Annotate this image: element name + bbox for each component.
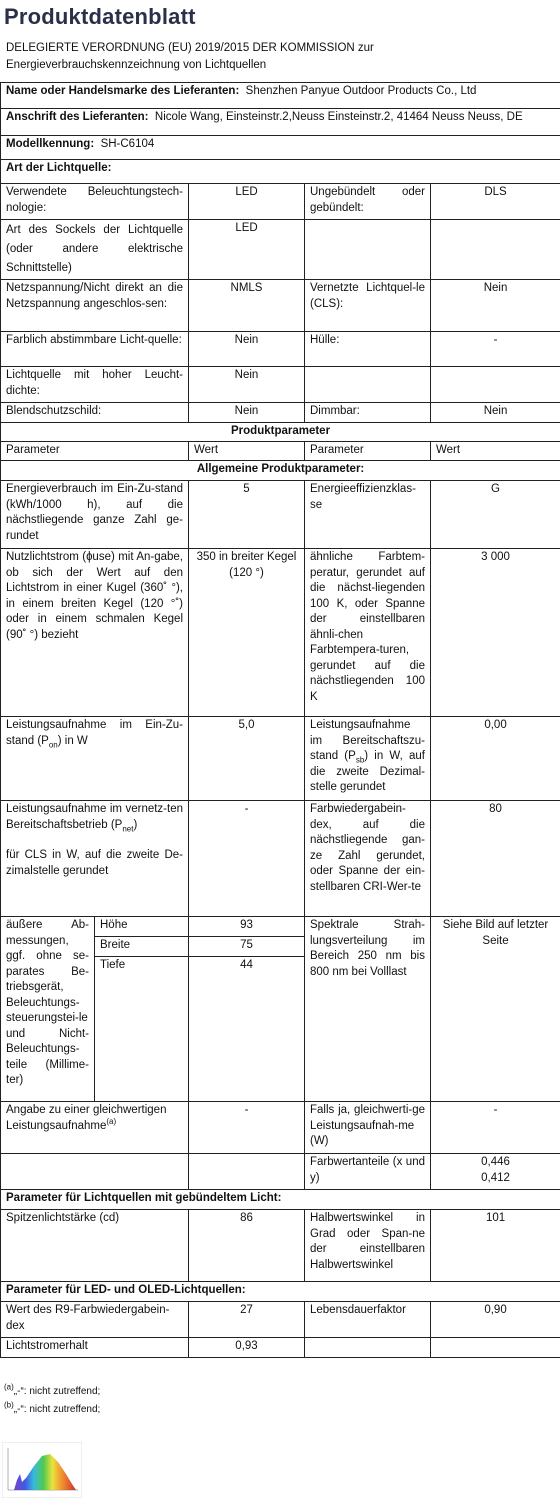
networked-standby-label: Leistungsaufnahme im vernetz-ten Bereitschaftsbetrieb $(P_{net})$ für CLS in W, auf die zweite De-zimalstelle gerundet xyxy=(1,801,189,917)
directional-label: Ungebündelt oder gebündelt: xyxy=(305,184,431,220)
chromaticity-value: 0,446 0,412 xyxy=(431,1154,560,1190)
lumen-maintenance-label: Lichtstromerhalt xyxy=(1,1338,189,1358)
footnote-b: $^{(b)}$„-“: nicht zutreffend; xyxy=(4,1400,101,1415)
directional-params-header: Parameter für Lichtquellen mit gebündeltem Licht: xyxy=(1,1190,560,1210)
antiglare-label: Blendschutzschild: xyxy=(1,403,189,423)
networked-standby-value: - xyxy=(189,801,305,917)
socket-label: Art des Sockels der Lichtquelle (oder andere elektrische Schnittstelle) xyxy=(1,220,189,280)
model-row: Modellkennung: SH-C6104 xyxy=(1,136,560,160)
dimmable-label: Dimmbar: xyxy=(305,403,431,423)
socket-value: LED xyxy=(189,220,305,280)
led-params-header: Parameter für LED- und OLED-Lichtquellen: xyxy=(1,1282,560,1302)
lightsource-type-header: Art der Lichtquelle: xyxy=(1,160,560,184)
depth-label: Tiefe xyxy=(95,957,189,1102)
depth-value: 44 xyxy=(189,957,305,1102)
height-label: Höhe xyxy=(95,917,189,937)
beam-angle-label: Halbwertswinkel in Grad oder Span-ne der einstellbaren Halbwertswinkel xyxy=(305,1210,431,1282)
r9-label: Wert des R9-Farbwiedergabein-dex xyxy=(1,1302,189,1338)
cct-label: ähnliche Farbtem-peratur, gerundet auf die nächst-liegenden 100 K, oder Spanne der einstellbaren ähnli-chen Farbtempera-turen, gerundet auf die nächstliegenden 100 K xyxy=(305,549,431,717)
equivalent-power-label: Angabe zu einer gleichwertigen Leistungsaufnahme$^{(a)}$ xyxy=(1,1102,189,1154)
width-value: 75 xyxy=(189,937,305,957)
lumen-maintenance-value: 0,93 xyxy=(189,1338,305,1358)
supplier-address-row: Anschrift des Lieferanten: Nicole Wang, Einsteinstr.2,Neuss Einsteinstr.2, 41464 Neuss Neuss, DE xyxy=(1,109,560,136)
cri-value: 80 xyxy=(431,801,560,917)
technology-value: LED xyxy=(189,184,305,220)
col-parameter: Parameter xyxy=(1,442,189,461)
tunable-value: Nein xyxy=(189,332,305,367)
general-params-header: Allgemeine Produktparameter: xyxy=(1,461,560,481)
width-label: Breite xyxy=(95,937,189,957)
peak-intensity-value: 86 xyxy=(189,1210,305,1282)
supplier-name-row: Name oder Handelsmarke des Lieferanten: Shenzhen Panyue Outdoor Products Co., Ltd xyxy=(1,83,560,109)
energy-consumption-label: Energieverbrauch im Ein-Zu-stand (kWh/1000 h), auf die nächstliegende ganze Zahl ge-rundet xyxy=(1,481,189,549)
equivalent-power-value: - xyxy=(189,1102,305,1154)
spectral-value: Siehe Bild auf letzter Seite xyxy=(431,917,560,1102)
mains-label: Netzspannung/Nicht direkt an die Netzspannung angeschlos-sen: xyxy=(1,280,189,332)
beam-angle-value: 101 xyxy=(431,1210,560,1282)
survival-factor-label: Lebensdauerfaktor xyxy=(305,1302,431,1338)
product-params-header: Produktparameter xyxy=(1,423,560,442)
regulation-intro: DELEGIERTE VERORDNUNG (EU) 2019/2015 DER KOMMISSION zur Energieverbrauchskennzeichnung von Lichtquellen xyxy=(6,42,374,71)
on-mode-power-label: Leistungsaufnahme im Ein-Zu-stand $(P_{on})$ in W xyxy=(1,717,189,801)
col-value: Wert xyxy=(189,442,305,461)
directional-value: DLS xyxy=(431,184,560,220)
peak-intensity-label: Spitzenlichtstärke (cd) xyxy=(1,1210,189,1282)
tunable-label: Farblich abstimmbare Licht-quelle: xyxy=(1,332,189,367)
equivalent-power-w-value: - xyxy=(431,1102,560,1154)
page-title: Produktdatenblatt xyxy=(4,4,196,29)
envelope-value: - xyxy=(431,332,560,367)
dimensions-label: äußere Ab-messungen, ggf. ohne se-parates Be-triebsgerät, Beleuchtungs-steuerungstei-le und Nicht-Beleuchtungs-teile (Millime-ter) xyxy=(1,917,95,1102)
cls-value: Nein xyxy=(431,280,560,332)
standby-power-label: Leistungsaufnahme im Bereitschaftszu-stand $(P_{sb})$ in W, auf die zweite Dezimal-stelle gerundet xyxy=(305,717,431,801)
energy-class-label: Energieeffizienzklas-se xyxy=(305,481,431,549)
energy-class-value: G xyxy=(431,481,560,549)
survival-factor-value: 0,90 xyxy=(431,1302,560,1338)
cri-label: Farbwiedergabein-dex, auf die nächstliegende gan-ze Zahl gerundet, oder Spanne der ein-stellbaren CRI-Wer-te xyxy=(305,801,431,917)
equivalent-power-w-label: Falls ja, gleichwerti-ge Leistungsaufnah-me (W) xyxy=(305,1102,431,1154)
energy-consumption-value: 5 xyxy=(189,481,305,549)
envelope-label: Hülle: xyxy=(305,332,431,367)
spectral-label: Spektrale Strah-lungsverteilung im Bereich 250 nm bis 800 nm bei Volllast xyxy=(305,917,431,1102)
col-parameter-2: Parameter xyxy=(305,442,431,461)
luminous-flux-label: Nutzlichtstrom (ɸuse) mit An-gabe, ob sich der Wert auf den Lichtstrom in einer Kugel (360˚ °), in einem breiten Kegel (120 °˚) oder in einem schmalen Kegel (90˚ °) bezieht xyxy=(1,549,189,717)
antiglare-value: Nein xyxy=(189,403,305,423)
luminous-flux-value: 350 in breiter Kegel (120 °) xyxy=(189,549,305,717)
technology-label: Verwendete Beleuchtungstech-nologie: xyxy=(1,184,189,220)
r9-value: 27 xyxy=(189,1302,305,1338)
datasheet-table xyxy=(0,82,560,1358)
high-luminance-label: Lichtquelle mit hoher Leucht-dichte: xyxy=(1,367,189,403)
high-luminance-value: Nein xyxy=(189,367,305,403)
col-value-2: Wert xyxy=(431,442,560,461)
spectral-distribution-image xyxy=(2,1442,82,1498)
dimmable-value: Nein xyxy=(431,403,560,423)
cls-label: Vernetzte Lichtquel-le (CLS): xyxy=(305,280,431,332)
footnote-a: $^{(a)}$„-“: nicht zutreffend; xyxy=(4,1382,101,1397)
mains-value: NMLS xyxy=(189,280,305,332)
cct-value: 3 000 xyxy=(431,549,560,717)
standby-power-value: 0,00 xyxy=(431,717,560,801)
height-value: 93 xyxy=(189,917,305,937)
chromaticity-label: Farbwertanteile (x und y) xyxy=(305,1154,431,1190)
on-mode-power-value: 5,0 xyxy=(189,717,305,801)
